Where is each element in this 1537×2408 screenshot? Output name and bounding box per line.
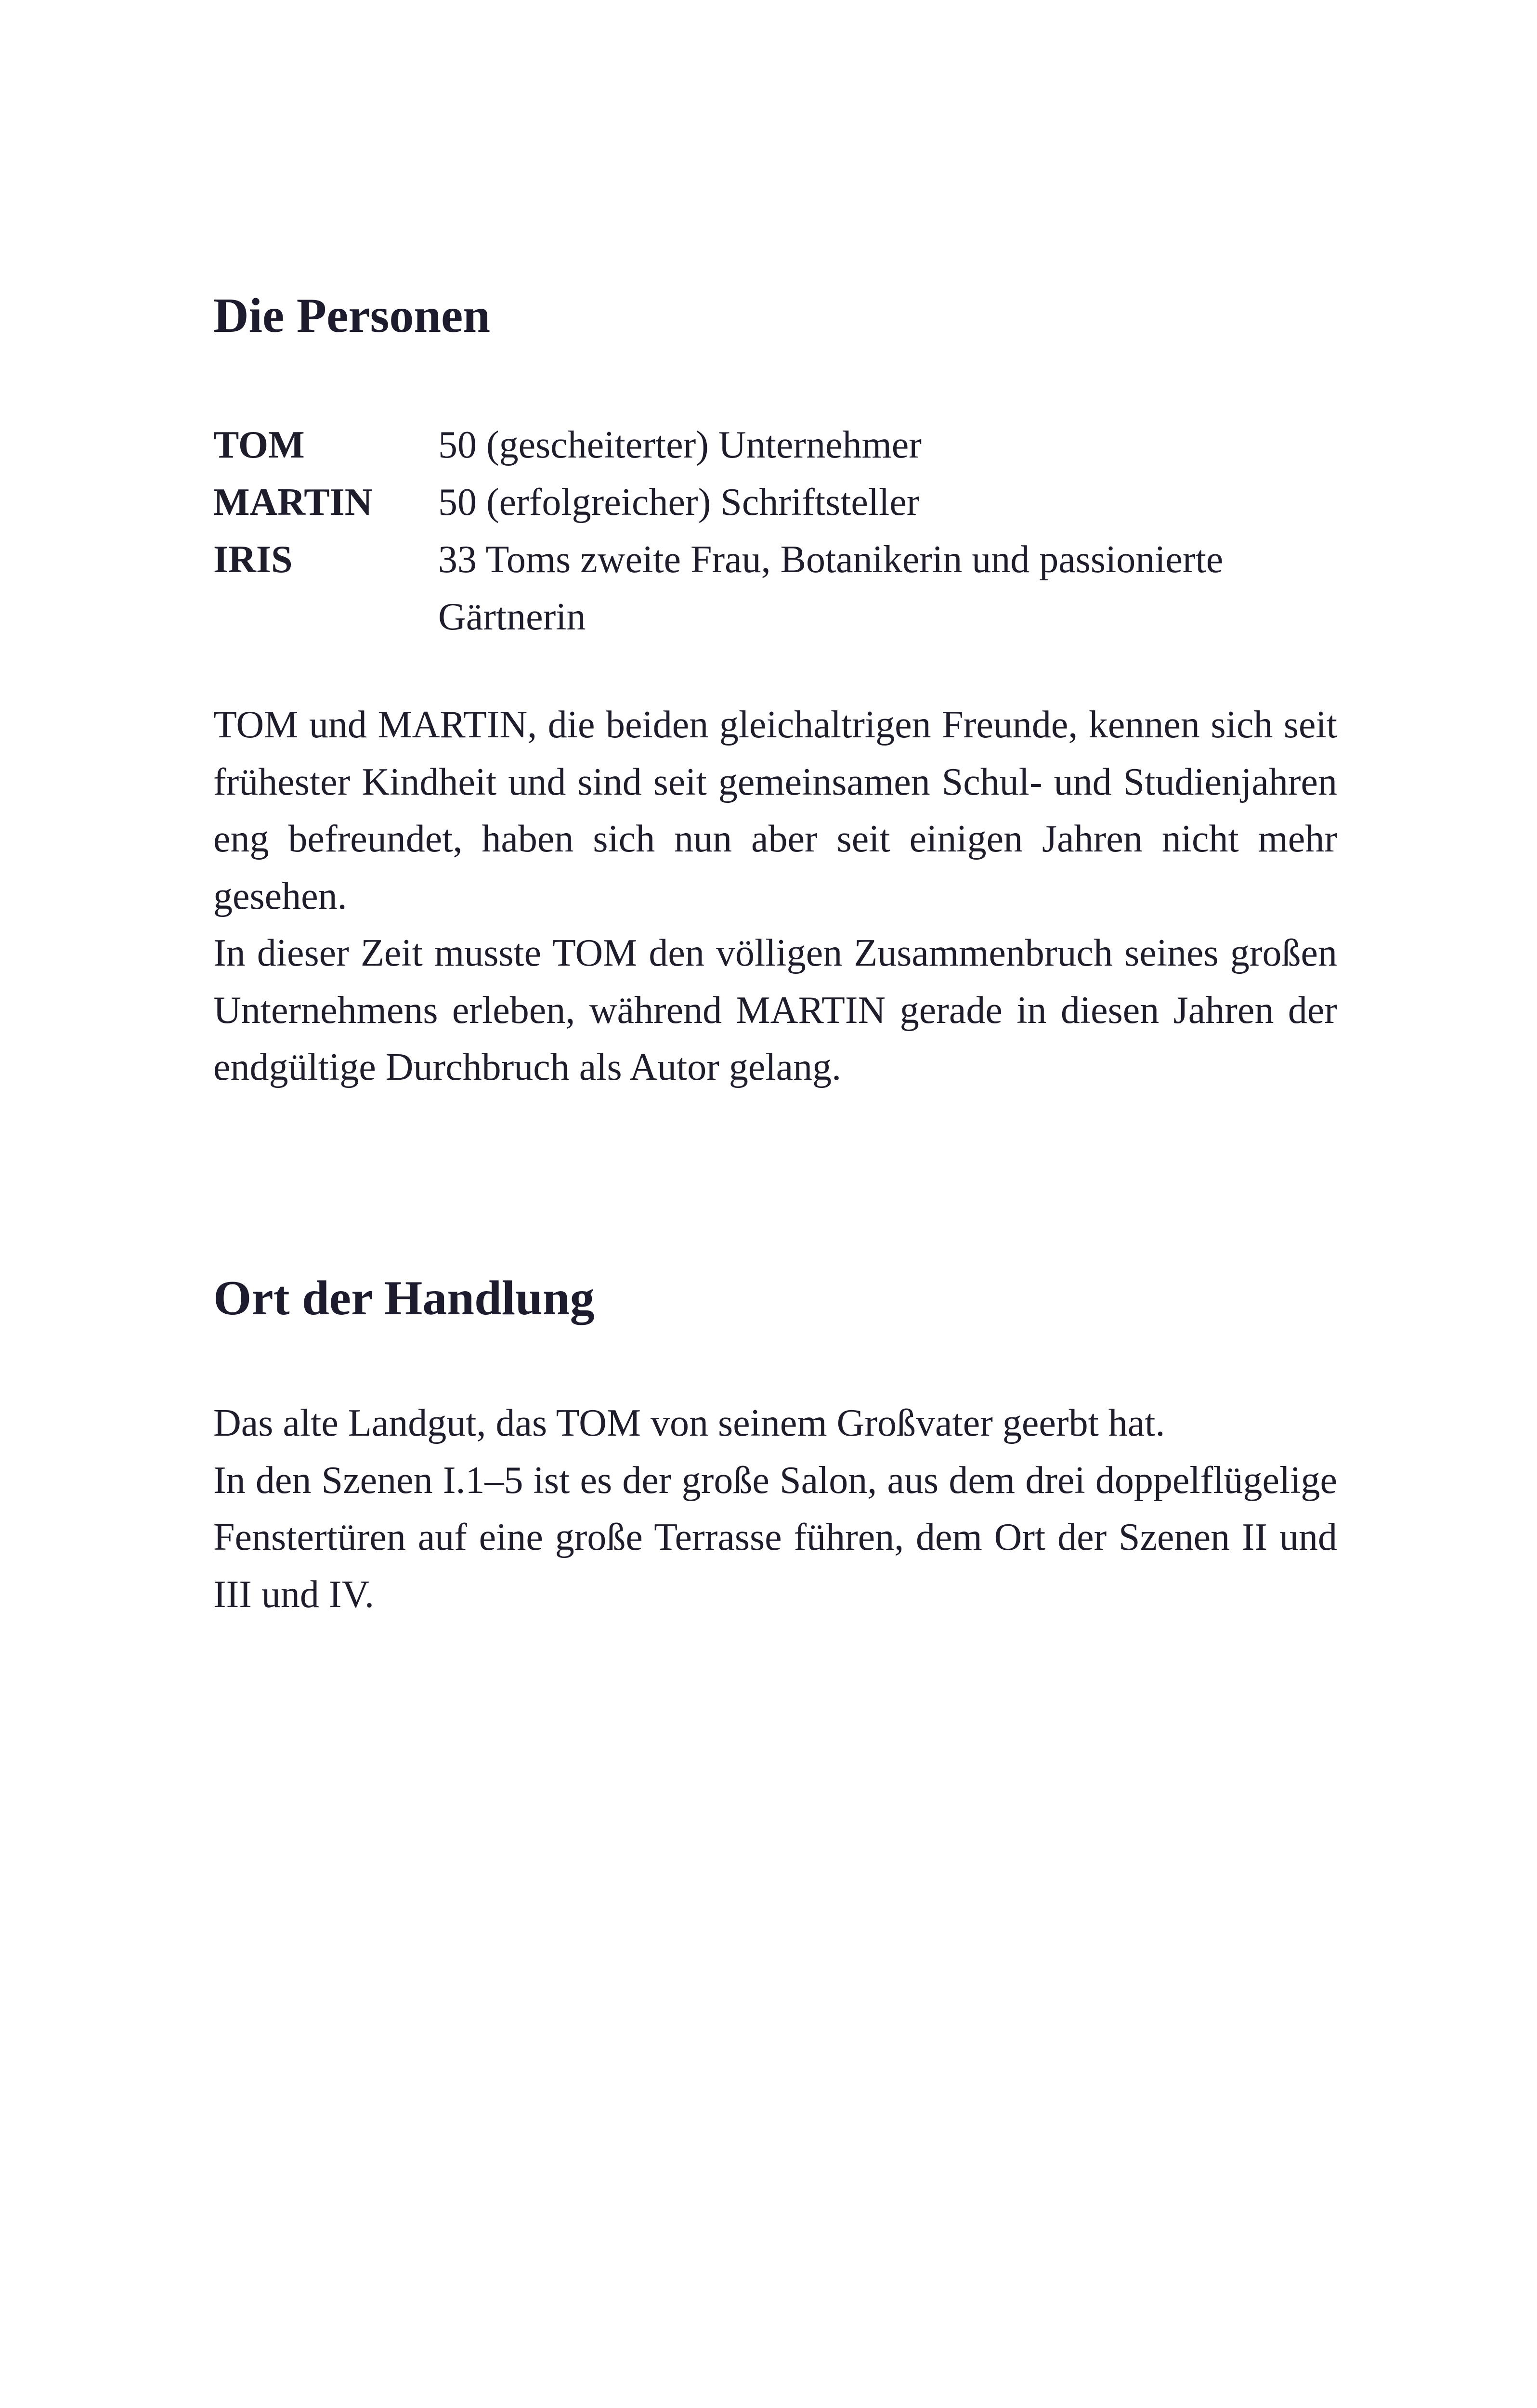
paragraph: In den Szenen I.1–5 ist es der große Salon, aus dem drei doppelflügelige Fenstertüren auf eine große Terrasse führen, dem Ort der Szenen II und III und IV. [213,1459,1337,1616]
section-heading-ort: Ort der Handlung [213,1271,595,1325]
setting-text [213,1395,1337,1623]
cast-entry-martin [213,474,1340,531]
cast-description: 50 (erfolgreicher) Schriftsteller [438,481,920,523]
cast-entry-tom [213,417,1340,474]
cast-description: 50 (gescheiterter) Unternehmer [438,424,922,466]
section-heading-personen: Die Personen [213,288,491,343]
cast-description: 33 Toms zweite Frau, Botanikerin und passionierte Gärtnerin [438,538,1224,638]
cast-entry-iris [213,531,1340,646]
paragraph: TOM und MARTIN, die beiden gleichaltrigen Freunde, kennen sich seit frühester Kindheit und sind seit gemeinsamen Schul- und Studienjahren eng befreundet, haben sich nun aber seit einigen Jahren nicht mehr gesehen. [213,704,1337,917]
intro-text [213,696,1337,1096]
cast-name: MARTIN [213,481,373,523]
paragraph: In dieser Zeit musste TOM den völligen Zusammenbruch seines großen Unternehmens erleben, während MARTIN gerade in diesen Jahren der endgültige Durchbruch als Autor gelang. [213,932,1337,1088]
paragraph: Das alte Landgut, das TOM von seinem Großvater geerbt hat. [213,1402,1165,1444]
cast-name: TOM [213,424,305,466]
cast-list [213,417,1340,646]
cast-name: IRIS [213,538,293,581]
